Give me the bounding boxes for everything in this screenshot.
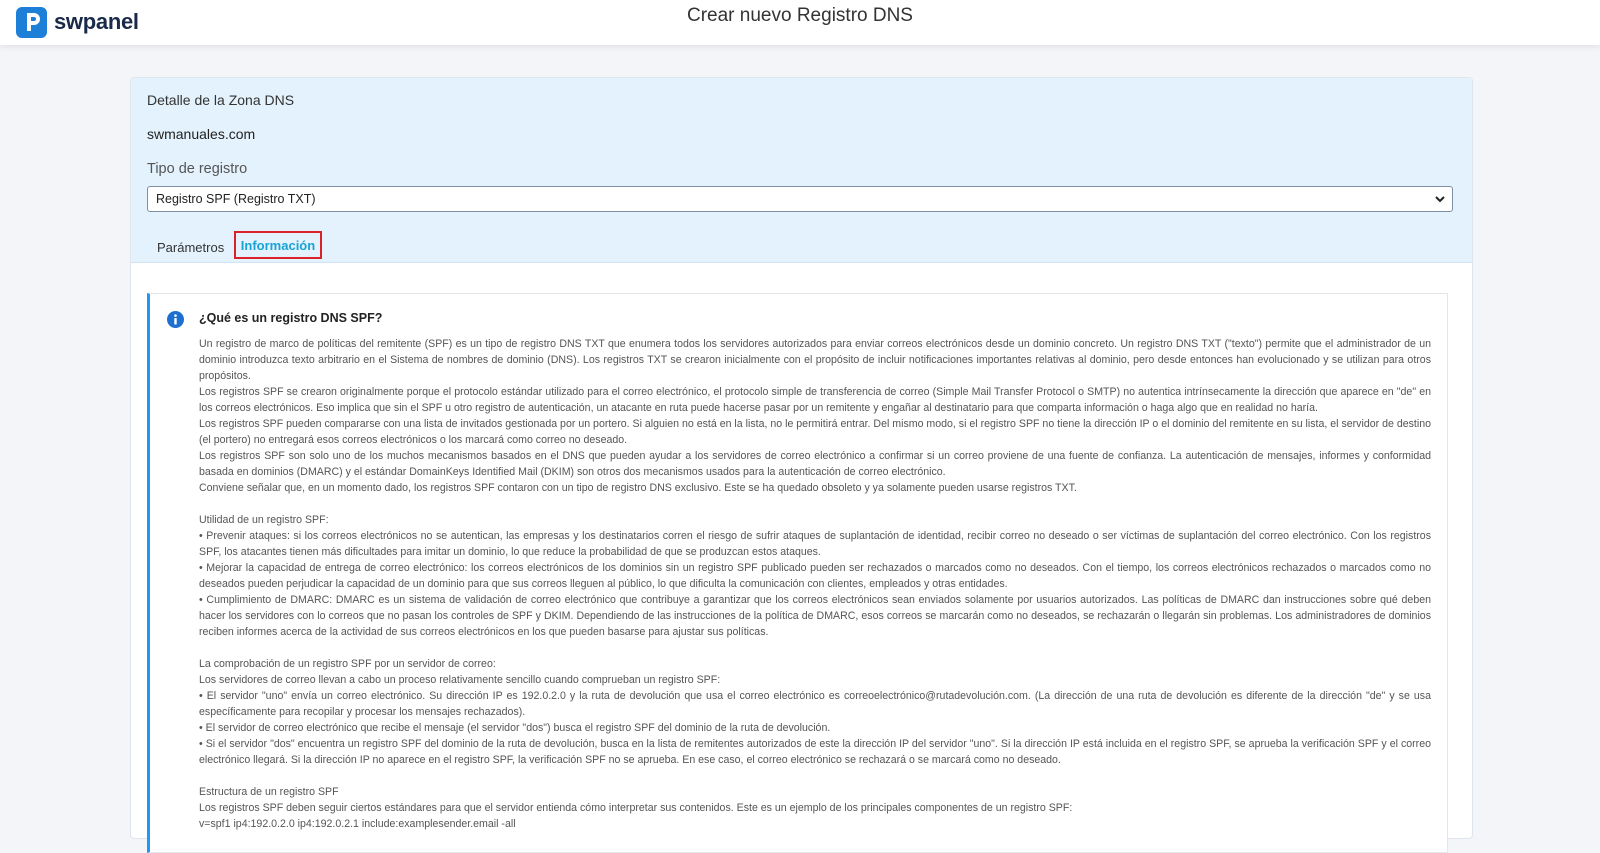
info-paragraph: Los registros SPF son solo uno de los muchos mecanismos basados en el DNS que pueden ayudar a los servidores de correo electrónico a confirmar si un correo proviene de una fuente de confianza. La autenticación de mensajes, informes y conformidad basada en dominios (DMARC) y el estándar DomainKeys Identified Mail (DKIM) son otros dos mecanismos usados para la autenticación de correo electrónico. (199, 450, 1431, 478)
tab-informacion[interactable]: Información (234, 231, 322, 259)
info-paragraph: Conviene señalar que, en un momento dado, los registros SPF contaron con un tipo de registro DNS exclusivo. Este se ha quedado obsoleto y ya solamente pueden usarse registros TXT. (199, 482, 1077, 494)
info-paragraph: Los servidores de correo llevan a cabo un proceso relativamente sencillo cuando comprueban un registro SPF: (199, 674, 721, 686)
info-title: ¿Qué es un registro DNS SPF? (199, 311, 383, 325)
info-body (199, 336, 1431, 832)
brand-name: swpanel (54, 9, 139, 34)
tab-parametros[interactable]: Parámetros (157, 239, 225, 255)
zone-domain: swmanuales.com (147, 126, 256, 142)
info-icon (167, 311, 184, 333)
info-subheading: Utilidad de un registro SPF: (199, 514, 329, 526)
info-paragraph: Los registros SPF pueden compararse con una lista de invitados gestionada por un portero. Si alguien no está en la lista, no le permitirá entrar. Del mismo modo, si el registro SPF no tiene la dirección IP o el dominio del remitente en su lista, el servidor de destino (el portero) no entregará esos correos electrónicos o los marcará como correo no deseado. (199, 418, 1431, 446)
info-subheading: La comprobación de un registro SPF por un servidor de correo: (199, 658, 496, 670)
dns-record-card (130, 77, 1473, 839)
info-bullet: • El servidor de correo electrónico que recibe el mensaje (el servidor "dos") busca el registro SPF del dominio de la ruta de devolución. (199, 722, 831, 734)
paragraph-gap (199, 640, 1431, 656)
info-subheading: Estructura de un registro SPF (199, 786, 339, 798)
top-bar (0, 0, 1600, 45)
info-bullet: • Si el servidor "dos" encuentra un registro SPF del dominio de la ruta de devolución, busca en la lista de remitentes autorizados de este la dirección IP del servidor "uno". Si la dirección IP está incluida en el registro SPF, se aprueba la verificación SPF y el correo electrónico llegará. Si la dirección IP no aparece en el registro SPF, la verificación SPF no se aprueba. En ese caso, el correo electrónico se rechazará o se marcará como no deseado. (199, 738, 1431, 766)
info-panel (147, 293, 1448, 853)
info-bullet: • Cumplimiento de DMARC: DMARC es un sistema de validación de correo electrónico que contribuye a garantizar que los correos electrónicos sean enviados solamente por usuarios autorizados. Las políticas de DMARC dan instrucciones sobre qué deben hacer los servidores con lo correos que no pasan los controles de SPF y DKIM. Dependiendo de las instrucciones de la política de DMARC, esos correos se marcarán como no deseados, se rechazarán o llegarán sin problemas. Los administradores de dominios reciben informes acerca de la actividad de sus correos electrónicos en los que pueden basarse para ajustar sus políticas. (199, 594, 1431, 638)
record-type-select[interactable] (147, 186, 1453, 212)
info-paragraph: Los registros SPF se crearon originalmente porque el protocolo estándar utilizado para el correo electrónico, el protocolo simple de transferencia de correo (Simple Mail Transfer Protocol o SMTP) no autentica intrínsecamente la dirección que aparece en "de" en los correos electrónicos. Eso implica que sin el SPF u otro registro de autenticación, un atacante en ruta puede hacerse pasar por un remitente y engañar al destinatario para que comparta información o haga algo que en realidad no haría. (199, 386, 1431, 414)
info-paragraph: Los registros SPF deben seguir ciertos estándares para que el servidor entienda cómo interpretar sus contenidos. Este es un ejemplo de los principales componentes de un registro SPF: (199, 802, 1073, 814)
chevron-down-icon (1434, 193, 1446, 208)
record-type-label: Tipo de registro (147, 161, 248, 177)
info-code-example: v=spf1 ip4:192.0.2.0 ip4:192.0.2.1 include:examplesender.email -all (199, 818, 516, 830)
paragraph-gap (199, 768, 1431, 784)
info-bullet: • Prevenir ataques: si los correos electrónicos no se autentican, las empresas y los destinatarios corren el riesgo de sufrir ataques de suplantación de identidad, recibir correo no deseado o ser víctimas de suplantación del correo electrónico. Con los registros SPF, los atacantes tienen más dificultades para imitar un dominio, lo que reduce la probabilidad de que se produzcan estos ataques. (199, 530, 1431, 558)
zone-section-label: Detalle de la Zona DNS (147, 92, 295, 108)
info-bullet: • Mejorar la capacidad de entrega de correo electrónico: los correos electrónicos de los dominios sin un registro SPF publicado pueden ser rechazados o marcados como no deseados. Con el tiempo, los correos electrónicos rechazados o marcados como no deseados pueden perjudicar la capacidad de un dominio para que sus correos lleguen al público, lo que dificulta la comunicación con clientes, empleados y otras entidades. (199, 562, 1431, 590)
info-bullet: • El servidor "uno" envía un correo electrónico. Su dirección IP es 192.0.2.0 y la ruta de devolución que usa el correo electrónico es correoelectrónico@rutadevolución.com. (La dirección de una ruta de devolución es diferente de la dirección "de" y se usa específicamente para recopilar y procesar los mensajes rechazados). (199, 690, 1431, 718)
info-paragraph: Un registro de marco de políticas del remitente (SPF) es un tipo de registro DNS TXT que enumera todos los servidores autorizados para enviar correos electrónicos desde un dominio concreto. Un registro DNS TXT ("texto") permite que el administrador de un dominio introduzca texto arbitrario en el Sistema de nombres de dominio (DNS). Los registros TXT se crearon inicialmente con el propósito de incluir notificaciones importantes relativas al dominio, pero desde entonces han evolucionado y se utilizan para otros propósitos. (199, 338, 1431, 382)
paragraph-gap (199, 496, 1431, 512)
zone-detail-header (131, 78, 1472, 263)
page-title: Crear nuevo Registro DNS (687, 5, 913, 26)
record-type-value: Registro SPF (Registro TXT) (156, 192, 316, 206)
